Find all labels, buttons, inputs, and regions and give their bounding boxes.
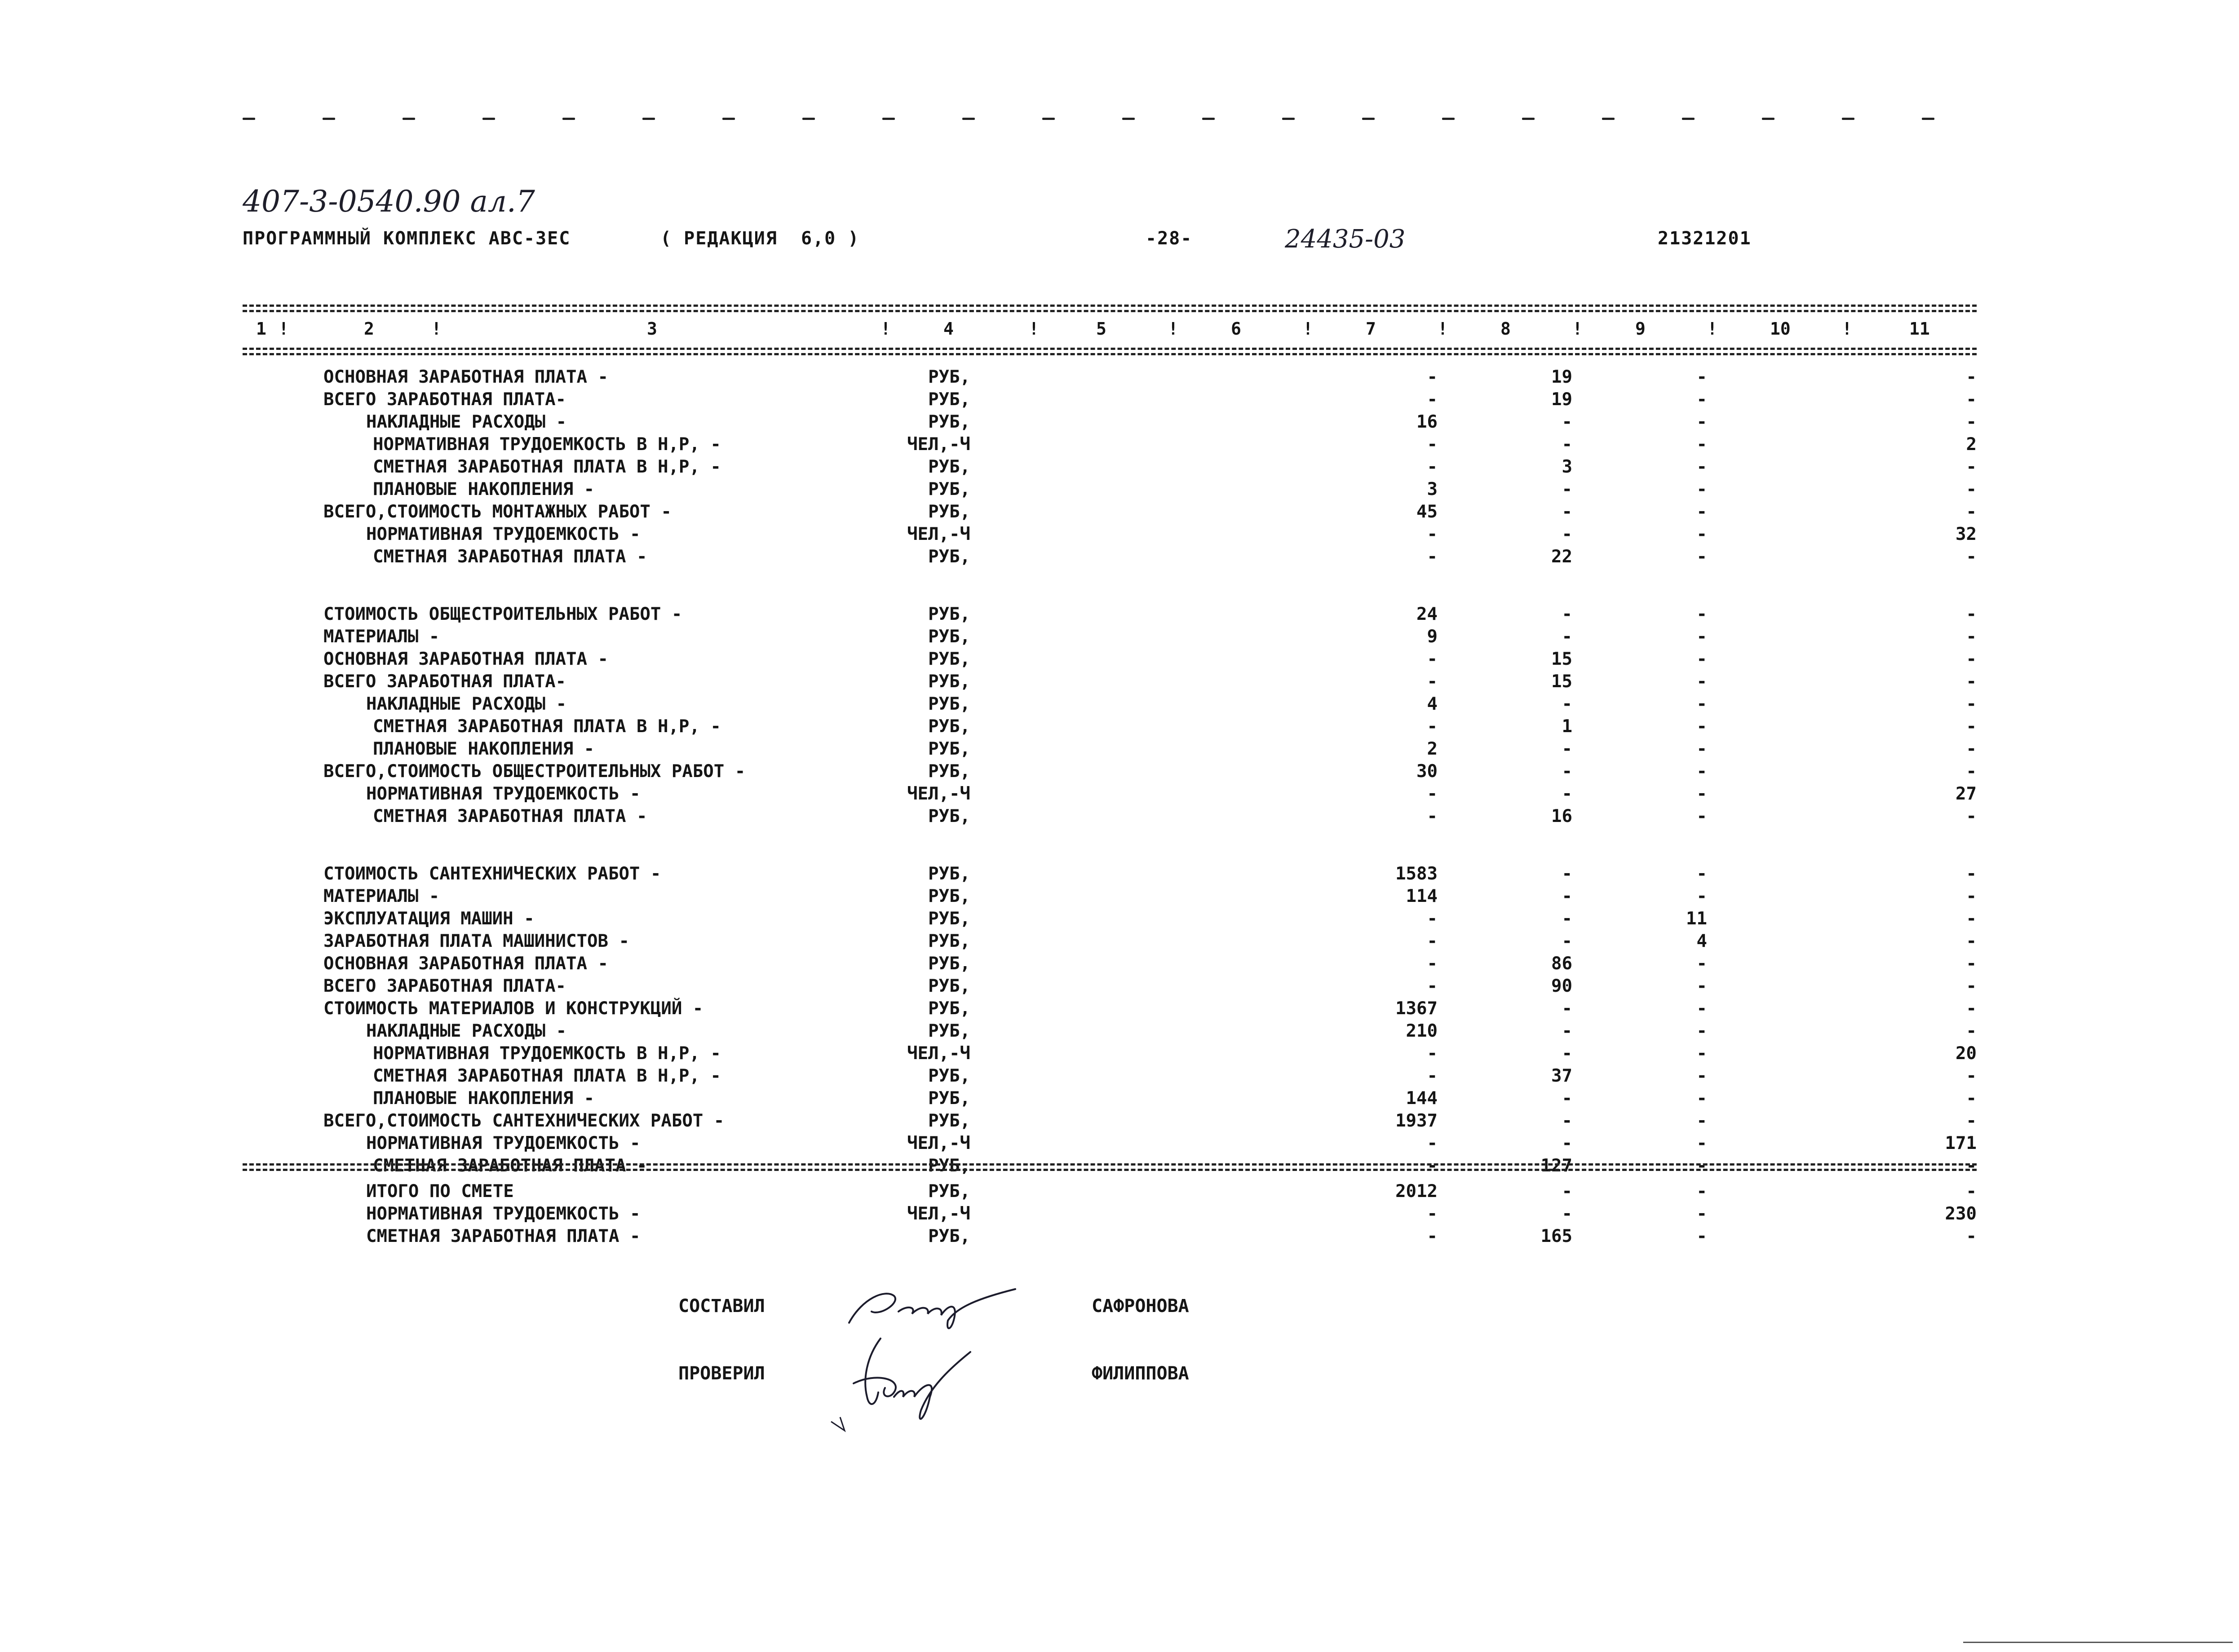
- col-header-11: 11: [1909, 319, 1930, 339]
- row-col11: -: [1966, 864, 1977, 884]
- row-col9: -: [1696, 739, 1707, 759]
- row-col8: 165: [1540, 1226, 1572, 1246]
- dash-mark: [403, 118, 415, 120]
- row-col11: -: [1966, 547, 1977, 567]
- checked-by-label: ПРОВЕРИЛ: [678, 1363, 765, 1384]
- row-col11: -: [1966, 412, 1977, 432]
- row-unit: ЧЕЛ,-Ч: [907, 524, 970, 544]
- row-col11: -: [1966, 627, 1977, 647]
- table-top-rule-2: [243, 310, 1977, 312]
- row-unit: РУБ,: [928, 502, 970, 522]
- row-col9: -: [1696, 1204, 1707, 1224]
- row-col9: -: [1696, 1111, 1707, 1131]
- row-col9: -: [1696, 367, 1707, 387]
- row-label: ВСЕГО,СТОИМОСТЬ МОНТАЖНЫХ РАБОТ -: [323, 502, 672, 522]
- row-col8: 1: [1562, 716, 1572, 737]
- col-header-3: 3: [647, 319, 657, 339]
- col-sep: !: [1842, 319, 1852, 339]
- row-col8: -: [1562, 1043, 1572, 1064]
- bottom-edge-line: [1963, 1642, 2233, 1643]
- totals-rule-2: [243, 1169, 1977, 1171]
- row-col8: 127: [1540, 1156, 1572, 1176]
- dash-mark: [1682, 118, 1695, 120]
- row-unit: РУБ,: [928, 1111, 970, 1131]
- row-unit: РУБ,: [928, 1226, 970, 1246]
- row-col11: -: [1966, 716, 1977, 737]
- dash-mark: [482, 118, 495, 120]
- row-col7: -: [1427, 716, 1438, 737]
- dash-mark: [562, 118, 575, 120]
- row-col7: 144: [1406, 1088, 1438, 1109]
- row-label: СМЕТНАЯ ЗАРАБОТНАЯ ПЛАТА -: [373, 547, 647, 567]
- row-col11: 32: [1956, 524, 1977, 544]
- row-label: НАКЛАДНЫЕ РАСХОДЫ -: [366, 1021, 567, 1041]
- row-col9: -: [1696, 864, 1707, 884]
- row-label: СМЕТНАЯ ЗАРАБОТНАЯ ПЛАТА -: [366, 1226, 641, 1246]
- row-col9: 4: [1696, 931, 1707, 951]
- header-bottom-rule-2: [243, 353, 1977, 355]
- row-col9: -: [1696, 1066, 1707, 1086]
- row-col9: -: [1696, 1043, 1707, 1064]
- row-col7: -: [1427, 367, 1438, 387]
- dash-mark: [1362, 118, 1375, 120]
- dash-mark: [1202, 118, 1215, 120]
- row-col9: -: [1696, 649, 1707, 669]
- row-col7: -: [1427, 1156, 1438, 1176]
- table-top-rule: [243, 305, 1977, 307]
- row-unit: РУБ,: [928, 604, 970, 624]
- row-col9: -: [1696, 1088, 1707, 1109]
- row-col9: -: [1696, 784, 1707, 804]
- dash-mark: [1282, 118, 1295, 120]
- col-sep: !: [1168, 319, 1178, 339]
- row-col11: -: [1966, 694, 1977, 714]
- row-col9: -: [1696, 806, 1707, 826]
- row-label: ИТОГО ПО СМЕТЕ: [366, 1181, 514, 1201]
- row-label: ОСНОВНАЯ ЗАРАБОТНАЯ ПЛАТА -: [323, 649, 608, 669]
- row-label: НАКЛАДНЫЕ РАСХОДЫ -: [366, 412, 567, 432]
- col-sep: !: [279, 319, 289, 339]
- col-header-2: 2: [364, 319, 374, 339]
- checked-by-name: ФИЛИППОВА: [1092, 1363, 1189, 1384]
- row-col7: 24: [1416, 604, 1438, 624]
- row-unit: РУБ,: [928, 931, 970, 951]
- row-col9: -: [1696, 976, 1707, 996]
- row-unit: РУБ,: [928, 806, 970, 826]
- row-label: ПЛАНОВЫЕ НАКОПЛЕНИЯ -: [373, 479, 595, 499]
- row-unit: РУБ,: [928, 864, 970, 884]
- row-label: ОСНОВНАЯ ЗАРАБОТНАЯ ПЛАТА -: [323, 367, 608, 387]
- row-col7: 30: [1416, 761, 1438, 782]
- row-label: СТОИМОСТЬ МАТЕРИАЛОВ И КОНСТРУКЦИЙ -: [323, 998, 704, 1019]
- row-col8: 16: [1551, 806, 1572, 826]
- dash-mark: [962, 118, 975, 120]
- row-col11: -: [1966, 1066, 1977, 1086]
- dash-mark: [1122, 118, 1135, 120]
- row-col7: -: [1427, 1133, 1438, 1153]
- row-unit: РУБ,: [928, 1156, 970, 1176]
- row-label: СМЕТНАЯ ЗАРАБОТНАЯ ПЛАТА -: [373, 806, 647, 826]
- row-col9: -: [1696, 1181, 1707, 1201]
- row-col11: -: [1966, 604, 1977, 624]
- row-col11: -: [1966, 909, 1977, 929]
- dash-mark: [722, 118, 735, 120]
- row-label: СМЕТНАЯ ЗАРАБОТНАЯ ПЛАТА -: [373, 1156, 647, 1176]
- row-col7: 114: [1406, 886, 1438, 906]
- row-col11: -: [1966, 954, 1977, 974]
- row-col9: -: [1696, 998, 1707, 1019]
- row-col7: -: [1427, 547, 1438, 567]
- dash-mark: [323, 118, 335, 120]
- row-col7: -: [1427, 671, 1438, 692]
- row-col11: -: [1966, 367, 1977, 387]
- row-col11: -: [1966, 886, 1977, 906]
- row-col8: -: [1562, 1021, 1572, 1041]
- row-col7: 2012: [1395, 1181, 1438, 1201]
- dash-mark: [1762, 118, 1774, 120]
- col-sep: !: [881, 319, 891, 339]
- dash-mark: [1602, 118, 1615, 120]
- row-unit: РУБ,: [928, 1066, 970, 1086]
- row-label: ПЛАНОВЫЕ НАКОПЛЕНИЯ -: [373, 739, 595, 759]
- row-unit: РУБ,: [928, 547, 970, 567]
- row-label: ВСЕГО ЗАРАБОТНАЯ ПЛАТА-: [323, 389, 566, 410]
- page-number: -28-: [1146, 228, 1193, 249]
- row-col9: 11: [1686, 909, 1707, 929]
- col-header-9: 9: [1635, 319, 1646, 339]
- row-col9: -: [1696, 457, 1707, 477]
- row-unit: ЧЕЛ,-Ч: [907, 1204, 970, 1224]
- doc-code: 21321201: [1658, 228, 1752, 249]
- row-col9: -: [1696, 479, 1707, 499]
- row-label: ВСЕГО,СТОИМОСТЬ САНТЕХНИЧЕСКИХ РАБОТ -: [323, 1111, 725, 1131]
- col-sep: !: [1303, 319, 1313, 339]
- row-unit: РУБ,: [928, 739, 970, 759]
- row-col8: -: [1562, 886, 1572, 906]
- row-label: НОРМАТИВНАЯ ТРУДОЕМКОСТЬ В Н,Р, -: [373, 434, 721, 455]
- compiled-by-label: СОСТАВИЛ: [678, 1296, 765, 1316]
- handwritten-code: 407-3-0540.90 ал.7: [243, 184, 535, 219]
- row-col7: -: [1427, 434, 1438, 455]
- row-col11: -: [1966, 502, 1977, 522]
- row-col7: 16: [1416, 412, 1438, 432]
- row-unit: РУБ,: [928, 998, 970, 1019]
- row-label: МАТЕРИАЛЫ -: [323, 627, 440, 647]
- dash-mark: [1522, 118, 1535, 120]
- row-col11: -: [1966, 1181, 1977, 1201]
- row-col8: 86: [1551, 954, 1572, 974]
- col-header-5: 5: [1096, 319, 1106, 339]
- row-col11: -: [1966, 998, 1977, 1019]
- row-label: СМЕТНАЯ ЗАРАБОТНАЯ ПЛАТА В Н,Р, -: [373, 716, 721, 737]
- row-col8: 19: [1551, 389, 1572, 410]
- row-label: СТОИМОСТЬ САНТЕХНИЧЕСКИХ РАБОТ -: [323, 864, 661, 884]
- row-col11: 171: [1945, 1133, 1977, 1153]
- row-col7: 1583: [1395, 864, 1438, 884]
- dash-mark: [882, 118, 895, 120]
- row-col11: -: [1966, 479, 1977, 499]
- row-col9: -: [1696, 1226, 1707, 1246]
- row-col9: -: [1696, 604, 1707, 624]
- row-col9: -: [1696, 671, 1707, 692]
- col-header-4: 4: [943, 319, 954, 339]
- dash-mark: [1842, 118, 1854, 120]
- row-col7: -: [1427, 1226, 1438, 1246]
- row-col7: 9: [1427, 627, 1438, 647]
- row-unit: ЧЕЛ,-Ч: [907, 784, 970, 804]
- row-col11: -: [1966, 931, 1977, 951]
- row-col7: -: [1427, 1066, 1438, 1086]
- row-unit: РУБ,: [928, 457, 970, 477]
- row-col8: -: [1562, 1133, 1572, 1153]
- row-unit: РУБ,: [928, 1021, 970, 1041]
- row-label: ЗАРАБОТНАЯ ПЛАТА МАШИНИСТОВ -: [323, 931, 629, 951]
- row-col8: -: [1562, 627, 1572, 647]
- row-col9: -: [1696, 547, 1707, 567]
- row-col8: 37: [1551, 1066, 1572, 1086]
- row-col8: -: [1562, 434, 1572, 455]
- row-col11: 2: [1966, 434, 1977, 455]
- row-col11: -: [1966, 761, 1977, 782]
- row-col8: -: [1562, 524, 1572, 544]
- row-col9: -: [1696, 886, 1707, 906]
- row-unit: РУБ,: [928, 694, 970, 714]
- row-unit: РУБ,: [928, 909, 970, 929]
- row-col8: -: [1562, 909, 1572, 929]
- row-col9: -: [1696, 1021, 1707, 1041]
- row-col7: -: [1427, 784, 1438, 804]
- row-col7: -: [1427, 976, 1438, 996]
- row-unit: РУБ,: [928, 761, 970, 782]
- row-col9: -: [1696, 694, 1707, 714]
- compiled-by-name: САФРОНОВА: [1092, 1296, 1189, 1316]
- row-col8: -: [1562, 1204, 1572, 1224]
- row-label: СТОИМОСТЬ ОБЩЕСТРОИТЕЛЬНЫХ РАБОТ -: [323, 604, 682, 624]
- row-col9: -: [1696, 502, 1707, 522]
- row-label: ОСНОВНАЯ ЗАРАБОТНАЯ ПЛАТА -: [323, 954, 608, 974]
- row-col9: -: [1696, 1156, 1707, 1176]
- col-header-8: 8: [1500, 319, 1511, 339]
- row-col7: -: [1427, 931, 1438, 951]
- row-col7: -: [1427, 954, 1438, 974]
- row-col8: 90: [1551, 976, 1572, 996]
- col-sep: !: [1438, 319, 1448, 339]
- program-title: ПРОГРАММНЫЙ КОМПЛЕКС АВС-3ЕС: [243, 228, 571, 249]
- col-header-7: 7: [1366, 319, 1376, 339]
- row-col7: 4: [1427, 694, 1438, 714]
- row-label: НОРМАТИВНАЯ ТРУДОЕМКОСТЬ В Н,Р, -: [373, 1043, 721, 1064]
- row-unit: РУБ,: [928, 389, 970, 410]
- col-header-1: 1: [256, 319, 266, 339]
- row-unit: РУБ,: [928, 954, 970, 974]
- row-col7: -: [1427, 457, 1438, 477]
- row-col7: 210: [1406, 1021, 1438, 1041]
- header-bottom-rule: [243, 348, 1977, 350]
- row-col8: 19: [1551, 367, 1572, 387]
- row-col9: -: [1696, 412, 1707, 432]
- dash-mark: [1922, 118, 1934, 120]
- col-sep: !: [1707, 319, 1717, 339]
- dash-mark: [1042, 118, 1055, 120]
- dash-mark: [802, 118, 815, 120]
- row-unit: РУБ,: [928, 649, 970, 669]
- totals-rule: [243, 1163, 1977, 1166]
- row-col11: -: [1966, 1226, 1977, 1246]
- row-col11: -: [1966, 649, 1977, 669]
- row-col8: -: [1562, 998, 1572, 1019]
- row-col8: -: [1562, 1181, 1572, 1201]
- row-col11: -: [1966, 1156, 1977, 1176]
- row-col8: 22: [1551, 547, 1572, 567]
- row-col9: -: [1696, 954, 1707, 974]
- dash-mark: [642, 118, 655, 120]
- row-col7: -: [1427, 909, 1438, 929]
- row-col8: -: [1562, 502, 1572, 522]
- row-label: ВСЕГО,СТОИМОСТЬ ОБЩЕСТРОИТЕЛЬНЫХ РАБОТ -: [323, 761, 746, 782]
- row-col7: 1937: [1395, 1111, 1438, 1131]
- row-label: ПЛАНОВЫЕ НАКОПЛЕНИЯ -: [373, 1088, 595, 1109]
- row-label: НОРМАТИВНАЯ ТРУДОЕМКОСТЬ -: [366, 784, 641, 804]
- row-col7: -: [1427, 649, 1438, 669]
- row-unit: РУБ,: [928, 367, 970, 387]
- row-col11: -: [1966, 806, 1977, 826]
- dash-mark: [243, 118, 255, 120]
- row-col7: -: [1427, 524, 1438, 544]
- row-unit: РУБ,: [928, 627, 970, 647]
- row-col8: -: [1562, 1088, 1572, 1109]
- row-unit: РУБ,: [928, 479, 970, 499]
- row-col11: -: [1966, 389, 1977, 410]
- row-col7: 3: [1427, 479, 1438, 499]
- row-unit: РУБ,: [928, 1181, 970, 1201]
- row-label: СМЕТНАЯ ЗАРАБОТНАЯ ПЛАТА В Н,Р, -: [373, 457, 721, 477]
- row-unit: РУБ,: [928, 412, 970, 432]
- row-label: ВСЕГО ЗАРАБОТНАЯ ПЛАТА-: [323, 671, 566, 692]
- row-col11: 27: [1956, 784, 1977, 804]
- row-col8: 3: [1562, 457, 1572, 477]
- row-label: НОРМАТИВНАЯ ТРУДОЕМКОСТЬ -: [366, 1133, 641, 1153]
- row-col9: -: [1696, 716, 1707, 737]
- row-col11: -: [1966, 1088, 1977, 1109]
- col-sep: !: [1029, 319, 1039, 339]
- signature-checked: [827, 1330, 1015, 1433]
- row-col11: -: [1966, 671, 1977, 692]
- row-col9: -: [1696, 1133, 1707, 1153]
- handwritten-project: 24435-03: [1285, 225, 1406, 254]
- col-sep: !: [1572, 319, 1583, 339]
- row-unit: ЧЕЛ,-Ч: [907, 1133, 970, 1153]
- row-col9: -: [1696, 434, 1707, 455]
- row-col8: -: [1562, 864, 1572, 884]
- row-unit: РУБ,: [928, 716, 970, 737]
- row-col8: 15: [1551, 671, 1572, 692]
- row-col7: -: [1427, 806, 1438, 826]
- row-col11: -: [1966, 1021, 1977, 1041]
- col-header-6: 6: [1231, 319, 1241, 339]
- row-col11: -: [1966, 739, 1977, 759]
- row-col8: -: [1562, 479, 1572, 499]
- row-col9: -: [1696, 627, 1707, 647]
- row-col8: -: [1562, 761, 1572, 782]
- row-unit: РУБ,: [928, 976, 970, 996]
- row-col11: 230: [1945, 1204, 1977, 1224]
- top-dash-border: [243, 118, 1977, 125]
- row-unit: РУБ,: [928, 1088, 970, 1109]
- row-label: МАТЕРИАЛЫ -: [323, 886, 440, 906]
- row-col8: -: [1562, 931, 1572, 951]
- row-col7: 1367: [1395, 998, 1438, 1019]
- row-col8: -: [1562, 412, 1572, 432]
- row-col7: -: [1427, 1043, 1438, 1064]
- row-col9: -: [1696, 389, 1707, 410]
- row-col9: -: [1696, 524, 1707, 544]
- row-col8: -: [1562, 739, 1572, 759]
- row-label: НОРМАТИВНАЯ ТРУДОЕМКОСТЬ -: [366, 524, 641, 544]
- row-unit: РУБ,: [928, 886, 970, 906]
- row-col11: 20: [1956, 1043, 1977, 1064]
- edition-label: ( РЕДАКЦИЯ 6,0 ): [660, 228, 860, 249]
- row-unit: ЧЕЛ,-Ч: [907, 1043, 970, 1064]
- row-label: НАКЛАДНЫЕ РАСХОДЫ -: [366, 694, 567, 714]
- row-label: ЭКСПЛУАТАЦИЯ МАШИН -: [323, 909, 535, 929]
- row-unit: ЧЕЛ,-Ч: [907, 434, 970, 455]
- row-label: НОРМАТИВНАЯ ТРУДОЕМКОСТЬ -: [366, 1204, 641, 1224]
- row-unit: РУБ,: [928, 671, 970, 692]
- row-label: ВСЕГО ЗАРАБОТНАЯ ПЛАТА-: [323, 976, 566, 996]
- row-col11: -: [1966, 457, 1977, 477]
- row-col11: -: [1966, 1111, 1977, 1131]
- row-col8: 15: [1551, 649, 1572, 669]
- row-col7: 2: [1427, 739, 1438, 759]
- col-sep: !: [431, 319, 442, 339]
- row-col11: -: [1966, 976, 1977, 996]
- row-col7: -: [1427, 389, 1438, 410]
- row-col8: -: [1562, 1111, 1572, 1131]
- row-col8: -: [1562, 604, 1572, 624]
- row-label: СМЕТНАЯ ЗАРАБОТНАЯ ПЛАТА В Н,Р, -: [373, 1066, 721, 1086]
- row-col9: -: [1696, 761, 1707, 782]
- dash-mark: [1442, 118, 1455, 120]
- row-col8: -: [1562, 694, 1572, 714]
- col-header-10: 10: [1770, 319, 1791, 339]
- row-col8: -: [1562, 784, 1572, 804]
- row-col7: -: [1427, 1204, 1438, 1224]
- row-col7: 45: [1416, 502, 1438, 522]
